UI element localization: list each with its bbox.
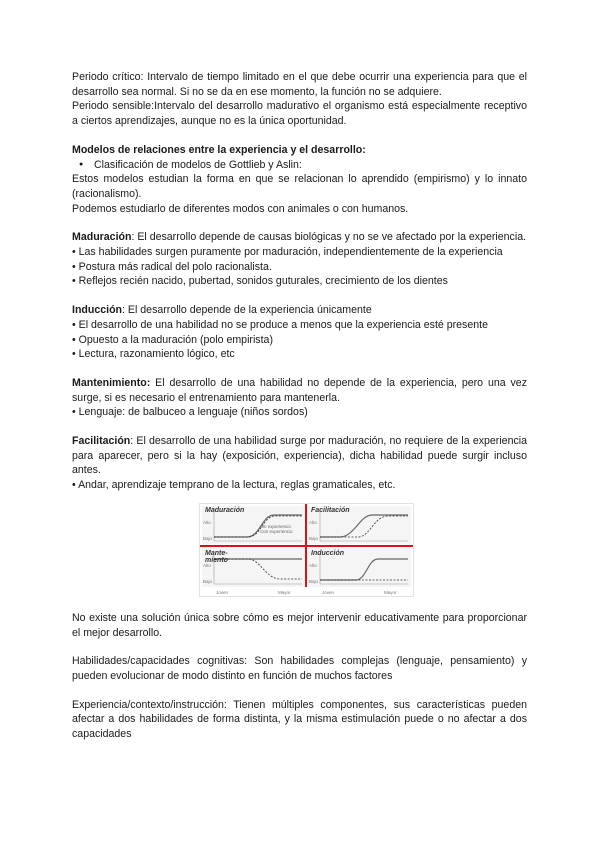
induccion-bullet-3: • Lectura, razonamiento lógico, etc	[72, 348, 235, 361]
axis-alto: Alto	[309, 562, 317, 568]
panel-title-induccion: Inducción	[311, 549, 345, 557]
induccion-bullet-1: • El desarrollo de una habilidad no se produce a menos que la experiencia esté presente	[72, 318, 488, 331]
periodo-sensible: Periodo sensible:Intervalo del desarrollo madurativo el organismo está especialmente receptivo a ciertos aprendizajes, aunque no es la única oportunidad.	[72, 100, 527, 128]
x-label-joven: Joven	[216, 589, 229, 595]
closing-paragraph-1: No existe una solución única sobre cómo es mejor intervenir educativamente para proporcionar el mejor desarrollo.	[72, 611, 527, 639]
axis-bajo: Bajo	[203, 535, 213, 541]
panel-mantenimiento	[202, 549, 305, 587]
axis-alto: Alto	[203, 562, 211, 568]
induccion-definition: Inducción: El desarrollo depende de la experiencia únicamente	[72, 304, 372, 317]
panel-title-facilitacion: Facilitación	[311, 506, 350, 514]
models-heading: Modelos de relaciones entre la experiencia y el desarrollo:	[72, 143, 366, 156]
document-page	[72, 70, 527, 742]
x-label-mayor: Mayor	[278, 589, 291, 595]
x-label-joven: Joven	[322, 589, 335, 595]
x-label-mayor: Mayor	[384, 589, 397, 595]
models-paragraph-2: Podemos estudiarlo de diferentes modos con animales o con humanos.	[72, 202, 409, 215]
facilitacion-bullet-1: • Andar, aprendizaje temprano de la lectura, reglas gramaticales, etc.	[72, 479, 396, 492]
note-curves: Sin experiencia Con experiencia	[260, 523, 293, 534]
closing-paragraph-2: Habilidades/capacidades cognitivas: Son habilidades complejas (lenguaje, pensamiento) y pueden evolucionar de modo distinto en función de muchos factores	[72, 655, 527, 682]
axis-alto: Alto	[309, 519, 317, 525]
panel-facilitacion	[308, 506, 411, 544]
models-paragraph-1: Estos modelos estudian la forma en que se relacionan lo aprendido (empirismo) y lo innato (racionalismo).	[72, 173, 527, 200]
facilitacion-definition: Facilitación: El desarrollo de una habilidad surge por maduración, no requiere de la experiencia para aparecer, pero si la hay (exposición, experiencia), dicha habilidad puede surgir incluso antes.	[72, 435, 527, 477]
development-models-figure	[199, 503, 414, 597]
axis-alto: Alto	[203, 519, 211, 525]
figure-divider-horizontal	[200, 545, 413, 547]
panel-induccion	[308, 549, 411, 587]
maduracion-definition: Maduración: El desarrollo depende de causas biológicas y no se ve afectado por la experiencia.	[72, 231, 527, 244]
panel-maduracion	[202, 506, 305, 544]
models-bullet: ● Clasificación de modelos de Gottlieb y Aslin:	[72, 158, 527, 173]
induccion-bullet-2: • Opuesto a la maduración (polo empirista)	[72, 333, 273, 346]
maduracion-bullet-3: • Reflejos recién nacido, pubertad, sonidos guturales, crecimiento de los dientes	[72, 275, 448, 288]
mantenimiento-bullet-1: • Lenguaje: de balbuceo a lenguaje (niños sordos)	[72, 406, 308, 419]
maduracion-bullet-2: • Postura más radical del polo racionalista.	[72, 260, 272, 273]
panel-title-maduracion: Maduración	[205, 506, 245, 514]
closing-paragraph-3: Experiencia/contexto/instrucción: Tienen múltiples componentes, sus características pueden afectar a dos habilidades de forma distinta, y la misma estimulación puede o no afectar a dos capacidades	[72, 698, 527, 741]
mantenimiento-definition: Mantenimiento: El desarrollo de una habilidad no depende de la experiencia, pero una vez surge, si es necesario el entrenamiento para mantenerla.	[72, 376, 527, 404]
axis-bajo: Bajo	[203, 578, 213, 584]
axis-bajo: Bajo	[309, 535, 319, 541]
axis-bajo: Bajo	[309, 578, 319, 584]
periodo-critico: Periodo crítico: Intervalo de tiempo limitado en el que debe ocurrir una experiencia para que el desarrollo sea normal. Si no se da en ese momento, la función no se adquiere.	[72, 71, 527, 98]
panel-title-mantenimiento: Mante- miento	[205, 549, 228, 564]
maduracion-bullet-1: • Las habilidades surgen puramente por maduración, independientemente de la experiencia	[72, 246, 503, 259]
